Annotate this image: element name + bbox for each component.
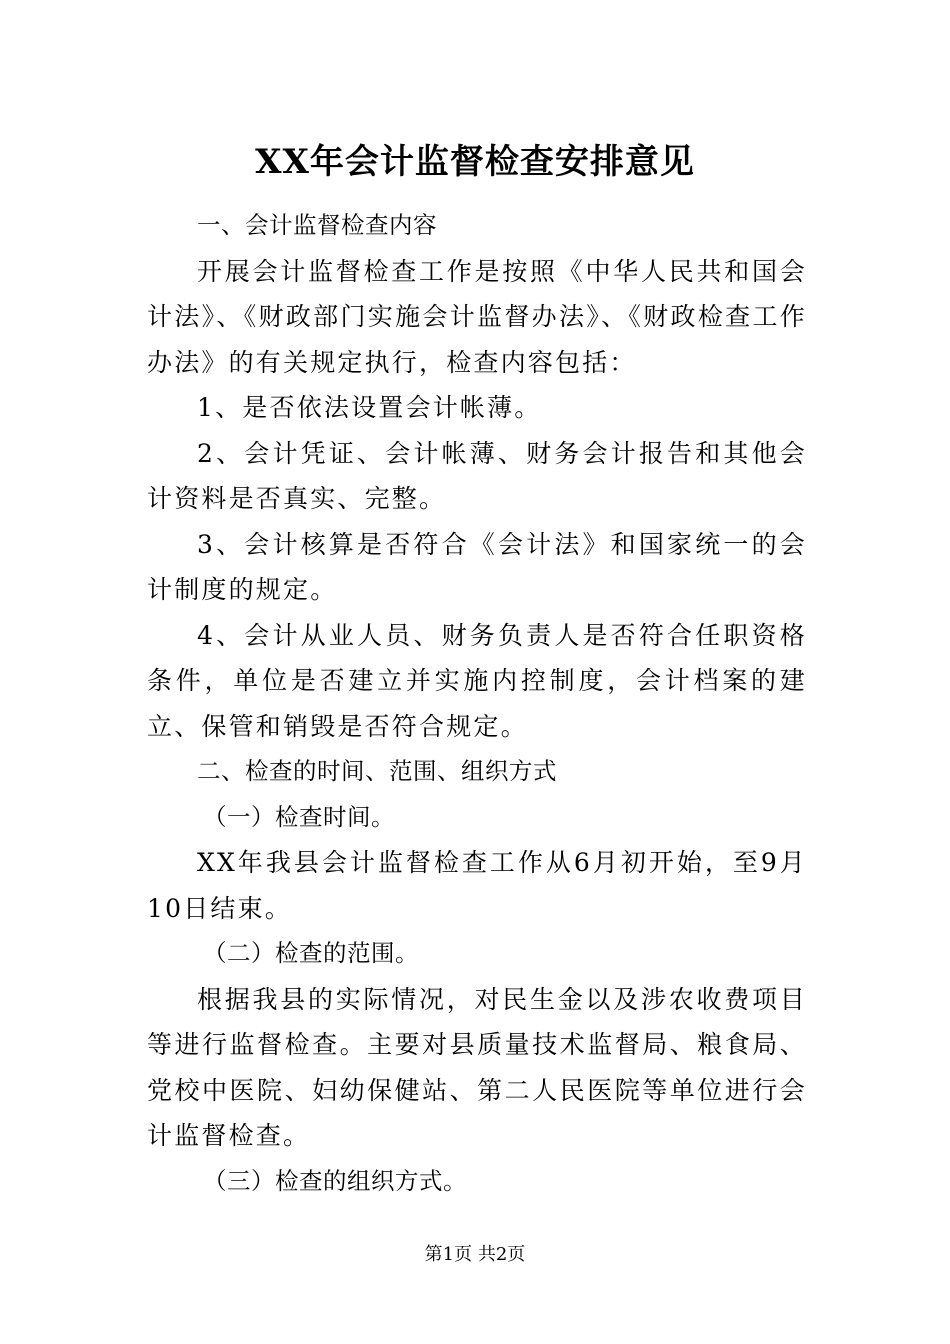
body-paragraph: XX年我县会计监督检查工作从6月初开始，至9月10日结束。: [147, 848, 807, 923]
list-item: 1、是否依法设置会计帐薄。: [197, 393, 542, 422]
subsection-heading: （三）检查的组织方式。: [203, 1166, 467, 1195]
subsection-heading: （二）检查的范围。: [203, 939, 419, 967]
list-item: 4、会计从业人员、财务负责人是否符合任职资格条件，单位是否建立并实施内控制度，会计档案的建立、保管和销毁是否符合规定。: [147, 620, 807, 741]
list-item: 3、会计核算是否符合《会计法》和国家统一的会计制度的规定。: [147, 529, 807, 604]
section-heading: 一、会计监督检查内容: [197, 211, 437, 239]
body-paragraph: 根据我县的实际情况，对民生金以及涉农收费项目等进行监督检查。主要对县质量技术监督局、粮食局、党校中医院、妇幼保健站、第二人民医院等单位进行会计监督检查。: [147, 984, 807, 1150]
page-footer: 第1页 共2页: [424, 1244, 526, 1265]
subsection-heading: （一）检查时间。: [203, 802, 395, 831]
body-paragraph: 开展会计监督检查工作是按照《中华人民共和国会计法》、《财政部门实施会计监督办法》、《财政检查工作办法》的有关规定执行，检查内容包括：: [147, 256, 807, 377]
section-heading: 二、检查的时间、范围、组织方式: [197, 757, 557, 785]
document-body: [147, 203, 807, 1204]
document-title: XX年会计监督检查安排意见: [255, 142, 695, 182]
list-item: 2、会计凭证、会计帐薄、财务会计报告和其他会计资料是否真实、完整。: [147, 438, 807, 513]
